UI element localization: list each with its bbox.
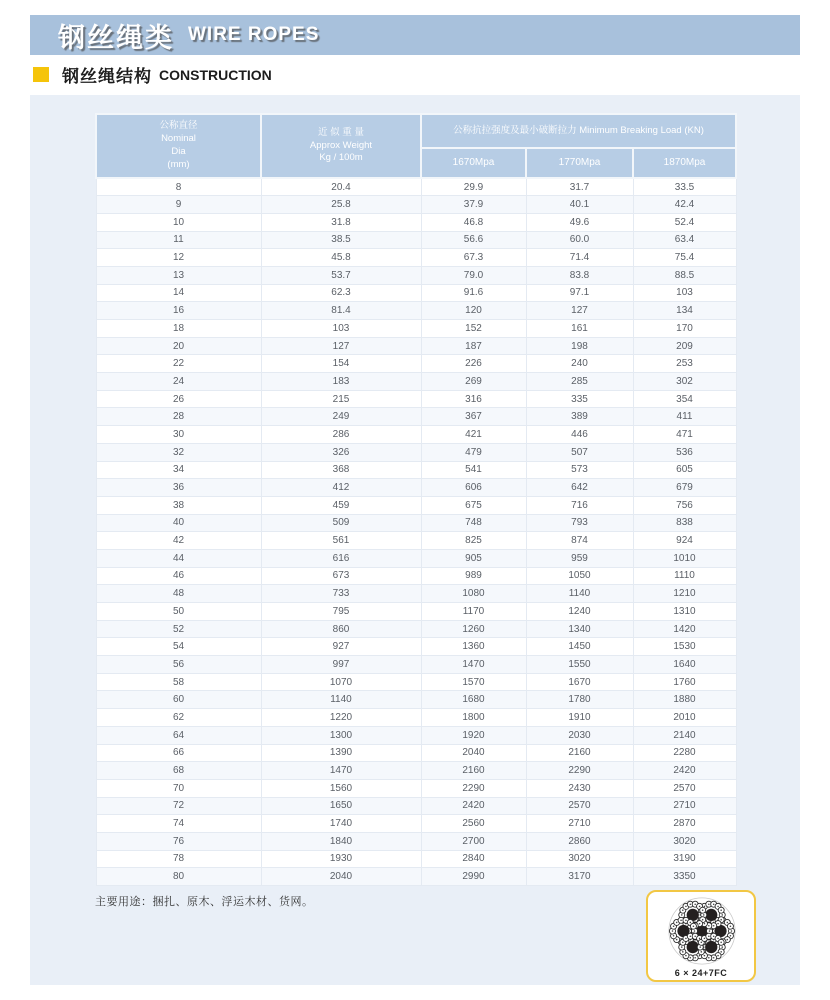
table-cell: 83.8 [526, 266, 633, 284]
table-cell: 60.0 [526, 231, 633, 249]
table-cell: 120 [421, 302, 526, 320]
table-cell: 411 [633, 408, 736, 426]
table-cell: 170 [633, 320, 736, 338]
table-cell: 573 [526, 461, 633, 479]
table-cell: 74 [96, 815, 261, 833]
table-cell: 1920 [421, 726, 526, 744]
table-cell: 11 [96, 231, 261, 249]
table-cell: 1840 [261, 832, 421, 850]
table-cell: 56.6 [421, 231, 526, 249]
table-cell: 2160 [526, 744, 633, 762]
table-row [96, 620, 736, 638]
table-row [96, 832, 736, 850]
table-cell: 1530 [633, 638, 736, 656]
col-header-grade-1770: 1770Mpa [526, 148, 633, 178]
table-cell: 326 [261, 443, 421, 461]
table-cell: 161 [526, 320, 633, 338]
table-cell: 1470 [261, 762, 421, 780]
table-cell: 989 [421, 567, 526, 585]
table-cell: 1170 [421, 603, 526, 621]
table-cell: 368 [261, 461, 421, 479]
table-cell: 240 [526, 355, 633, 373]
table-cell: 3170 [526, 868, 633, 886]
table-cell: 1880 [633, 691, 736, 709]
table-cell: 507 [526, 443, 633, 461]
table-cell: 793 [526, 514, 633, 532]
table-cell: 1140 [261, 691, 421, 709]
table-cell: 838 [633, 514, 736, 532]
table-cell: 38.5 [261, 231, 421, 249]
table-cell: 2290 [526, 762, 633, 780]
table-cell: 60 [96, 691, 261, 709]
table-cell: 1050 [526, 567, 633, 585]
table-row [96, 479, 736, 497]
table-cell: 103 [633, 284, 736, 302]
table-cell: 1780 [526, 691, 633, 709]
table-cell: 1760 [633, 673, 736, 691]
banner-title-zh: 钢丝绳类 [58, 22, 174, 53]
table-cell: 38 [96, 496, 261, 514]
table-cell: 54 [96, 638, 261, 656]
table-cell: 389 [526, 408, 633, 426]
table-row [96, 762, 736, 780]
table-cell: 1260 [421, 620, 526, 638]
table-body [96, 178, 736, 886]
table-row [96, 178, 736, 196]
table-cell: 997 [261, 656, 421, 674]
table-cell: 26 [96, 390, 261, 408]
table-cell: 22 [96, 355, 261, 373]
table-cell: 88.5 [633, 266, 736, 284]
table-cell: 1680 [421, 691, 526, 709]
table-cell: 286 [261, 426, 421, 444]
table-cell: 18 [96, 320, 261, 338]
col-header-diameter-zh: 公称直径 [159, 120, 198, 132]
table-cell: 733 [261, 585, 421, 603]
table-cell: 198 [526, 337, 633, 355]
table-cell: 56 [96, 656, 261, 674]
table-cell: 46 [96, 567, 261, 585]
table-cell: 446 [526, 426, 633, 444]
table-cell: 103 [261, 320, 421, 338]
table-cell: 53.7 [261, 266, 421, 284]
table-cell: 62.3 [261, 284, 421, 302]
table-cell: 1310 [633, 603, 736, 621]
table-cell: 335 [526, 390, 633, 408]
usage-note: 主要用途：捆扎、原木、浮运木材、货网。 [95, 896, 314, 908]
table-cell: 541 [421, 461, 526, 479]
table-cell: 9 [96, 196, 261, 214]
table-cell: 1450 [526, 638, 633, 656]
table-row [96, 196, 736, 214]
table-cell: 675 [421, 496, 526, 514]
table-cell: 679 [633, 479, 736, 497]
table-cell: 29.9 [421, 178, 526, 196]
table-cell: 561 [261, 532, 421, 550]
table-cell: 860 [261, 620, 421, 638]
col-header-diameter-unit: (mm) [167, 158, 190, 170]
table-cell: 2420 [633, 762, 736, 780]
table-cell: 2030 [526, 726, 633, 744]
table-cell: 62 [96, 709, 261, 727]
table-cell: 75.4 [633, 249, 736, 267]
table-cell: 509 [261, 514, 421, 532]
table-cell: 2990 [421, 868, 526, 886]
table-cell: 756 [633, 496, 736, 514]
table-cell: 42 [96, 532, 261, 550]
table-cell: 905 [421, 549, 526, 567]
table-cell: 1080 [421, 585, 526, 603]
table-row [96, 302, 736, 320]
table-cell: 32 [96, 443, 261, 461]
col-header-weight-unit: Kg / 100m [319, 152, 363, 164]
table-cell: 14 [96, 284, 261, 302]
table-cell: 1210 [633, 585, 736, 603]
table-cell: 3020 [633, 832, 736, 850]
table-cell: 13 [96, 266, 261, 284]
table-cell: 2710 [633, 797, 736, 815]
table-cell: 748 [421, 514, 526, 532]
table-cell: 3020 [526, 850, 633, 868]
table-row [96, 514, 736, 532]
table-row [96, 532, 736, 550]
table-row [96, 797, 736, 815]
table-cell: 1670 [526, 673, 633, 691]
table-cell: 606 [421, 479, 526, 497]
table-cell: 367 [421, 408, 526, 426]
table-cell: 302 [633, 373, 736, 391]
table-row [96, 461, 736, 479]
table-cell: 1570 [421, 673, 526, 691]
table-cell: 63.4 [633, 231, 736, 249]
table-cell: 52.4 [633, 213, 736, 231]
table-cell: 1070 [261, 673, 421, 691]
table-cell: 459 [261, 496, 421, 514]
col-header-diameter-en2: Dia [171, 146, 186, 157]
table-cell: 2560 [421, 815, 526, 833]
table-cell: 1390 [261, 744, 421, 762]
table-cell: 673 [261, 567, 421, 585]
table-cell: 2570 [526, 797, 633, 815]
table-cell: 79.0 [421, 266, 526, 284]
table-row [96, 284, 736, 302]
table-cell: 605 [633, 461, 736, 479]
table-cell: 127 [526, 302, 633, 320]
table-cell: 66 [96, 744, 261, 762]
table-row [96, 408, 736, 426]
table-cell: 2700 [421, 832, 526, 850]
table-cell: 44 [96, 549, 261, 567]
table-cell: 31.7 [526, 178, 633, 196]
table-cell: 72 [96, 797, 261, 815]
col-header-grade-1870: 1870Mpa [633, 148, 736, 178]
page-banner [30, 15, 800, 55]
col-header-weight-zh: 近 似 重 量 [318, 126, 364, 138]
table-cell: 285 [526, 373, 633, 391]
table-cell: 927 [261, 638, 421, 656]
table-row [96, 443, 736, 461]
table-cell: 1010 [633, 549, 736, 567]
table-cell: 226 [421, 355, 526, 373]
table-cell: 3190 [633, 850, 736, 868]
table-row [96, 779, 736, 797]
table-row [96, 249, 736, 267]
table-cell: 479 [421, 443, 526, 461]
table-cell: 36 [96, 479, 261, 497]
table-row [96, 496, 736, 514]
table-cell: 76 [96, 832, 261, 850]
table-cell: 269 [421, 373, 526, 391]
table-header [96, 114, 736, 178]
table-cell: 48 [96, 585, 261, 603]
table-cell: 1560 [261, 779, 421, 797]
table-cell: 215 [261, 390, 421, 408]
table-cell: 34 [96, 461, 261, 479]
table-row [96, 744, 736, 762]
table-cell: 2420 [421, 797, 526, 815]
table-cell: 2710 [526, 815, 633, 833]
table-cell: 58 [96, 673, 261, 691]
table-cell: 1220 [261, 709, 421, 727]
content-panel [30, 95, 800, 985]
table-cell: 2040 [261, 868, 421, 886]
table-cell: 1550 [526, 656, 633, 674]
table-cell: 716 [526, 496, 633, 514]
table-cell: 78 [96, 850, 261, 868]
table-cell: 183 [261, 373, 421, 391]
table-cell: 40 [96, 514, 261, 532]
section-title-zh: 钢丝绳结构 [62, 67, 152, 86]
table-cell: 1240 [526, 603, 633, 621]
table-cell: 81.4 [261, 302, 421, 320]
table-cell: 1360 [421, 638, 526, 656]
table-cell: 2290 [421, 779, 526, 797]
table-cell: 412 [261, 479, 421, 497]
table-cell: 71.4 [526, 249, 633, 267]
table-cell: 2840 [421, 850, 526, 868]
table-row [96, 709, 736, 727]
table-cell: 20.4 [261, 178, 421, 196]
table-cell: 2010 [633, 709, 736, 727]
table-cell: 2280 [633, 744, 736, 762]
table-cell: 1800 [421, 709, 526, 727]
table-cell: 16 [96, 302, 261, 320]
table-cell: 152 [421, 320, 526, 338]
table-row [96, 390, 736, 408]
table-cell: 50 [96, 603, 261, 621]
table-cell: 2860 [526, 832, 633, 850]
table-cell: 316 [421, 390, 526, 408]
table-cell: 1110 [633, 567, 736, 585]
table-cell: 642 [526, 479, 633, 497]
table-cell: 37.9 [421, 196, 526, 214]
table-cell: 134 [633, 302, 736, 320]
col-header-breaking-load: 公称抗拉强度及最小破断拉力 Minimum Breaking Load (KN) [421, 114, 736, 148]
table-cell: 874 [526, 532, 633, 550]
table-row [96, 850, 736, 868]
table-row [96, 691, 736, 709]
table-row [96, 726, 736, 744]
table-row [96, 231, 736, 249]
table-cell: 795 [261, 603, 421, 621]
rope-construction-label: 6 × 24+7FC [674, 968, 728, 978]
table-cell: 1420 [633, 620, 736, 638]
table-cell: 97.1 [526, 284, 633, 302]
table-cell: 20 [96, 337, 261, 355]
table-cell: 12 [96, 249, 261, 267]
table-cell: 2430 [526, 779, 633, 797]
table-cell: 421 [421, 426, 526, 444]
yellow-square-bullet-icon [33, 67, 49, 82]
table-row [96, 603, 736, 621]
table-cell: 959 [526, 549, 633, 567]
table-cell: 154 [261, 355, 421, 373]
table-cell: 187 [421, 337, 526, 355]
table-row [96, 868, 736, 886]
table-row [96, 585, 736, 603]
table-cell: 253 [633, 355, 736, 373]
table-cell: 825 [421, 532, 526, 550]
table-cell: 1640 [633, 656, 736, 674]
table-row [96, 266, 736, 284]
table-cell: 52 [96, 620, 261, 638]
table-cell: 49.6 [526, 213, 633, 231]
table-cell: 30 [96, 426, 261, 444]
col-header-diameter [96, 114, 261, 178]
col-header-weight-en: Approx Weight [309, 139, 373, 151]
table-cell: 2570 [633, 779, 736, 797]
table-cell: 1910 [526, 709, 633, 727]
section-title-en: CONSTRUCTION [159, 66, 272, 83]
table-cell: 68 [96, 762, 261, 780]
rope-cross-section-card [646, 890, 756, 982]
table-cell: 924 [633, 532, 736, 550]
table-cell: 471 [633, 426, 736, 444]
col-header-grade-1670: 1670Mpa [421, 148, 526, 178]
rope-cross-section-icon [651, 894, 753, 968]
table-cell: 1740 [261, 815, 421, 833]
table-cell: 249 [261, 408, 421, 426]
table-cell: 3350 [633, 868, 736, 886]
table-cell: 70 [96, 779, 261, 797]
table-cell: 40.1 [526, 196, 633, 214]
table-row [96, 638, 736, 656]
table-cell: 1300 [261, 726, 421, 744]
table-row [96, 320, 736, 338]
table-row [96, 815, 736, 833]
table-cell: 127 [261, 337, 421, 355]
table-row [96, 673, 736, 691]
table-cell: 209 [633, 337, 736, 355]
table-row [96, 426, 736, 444]
table-cell: 2870 [633, 815, 736, 833]
table-cell: 8 [96, 178, 261, 196]
table-cell: 2160 [421, 762, 526, 780]
table-cell: 25.8 [261, 196, 421, 214]
col-header-weight [261, 114, 421, 178]
table-cell: 45.8 [261, 249, 421, 267]
table-row [96, 373, 736, 391]
table-cell: 42.4 [633, 196, 736, 214]
table-cell: 536 [633, 443, 736, 461]
table-cell: 1930 [261, 850, 421, 868]
table-cell: 33.5 [633, 178, 736, 196]
table-cell: 46.8 [421, 213, 526, 231]
table-cell: 1140 [526, 585, 633, 603]
table-cell: 91.6 [421, 284, 526, 302]
table-cell: 28 [96, 408, 261, 426]
table-cell: 1470 [421, 656, 526, 674]
table-cell: 24 [96, 373, 261, 391]
table-row [96, 656, 736, 674]
table-row [96, 213, 736, 231]
col-header-diameter-en1: Nominal [161, 133, 196, 145]
section-heading [33, 62, 272, 87]
table-cell: 616 [261, 549, 421, 567]
table-cell: 67.3 [421, 249, 526, 267]
table-cell: 1340 [526, 620, 633, 638]
table-cell: 354 [633, 390, 736, 408]
table-cell: 2140 [633, 726, 736, 744]
table-row [96, 567, 736, 585]
table-cell: 80 [96, 868, 261, 886]
banner-title-en: WIRE ROPES [188, 24, 320, 45]
table-row [96, 355, 736, 373]
table-cell: 31.8 [261, 213, 421, 231]
table-cell: 1650 [261, 797, 421, 815]
table-row [96, 549, 736, 567]
table-cell: 10 [96, 213, 261, 231]
table-cell: 2040 [421, 744, 526, 762]
table-row [96, 337, 736, 355]
table-cell: 64 [96, 726, 261, 744]
wire-rope-spec-table [95, 113, 737, 886]
